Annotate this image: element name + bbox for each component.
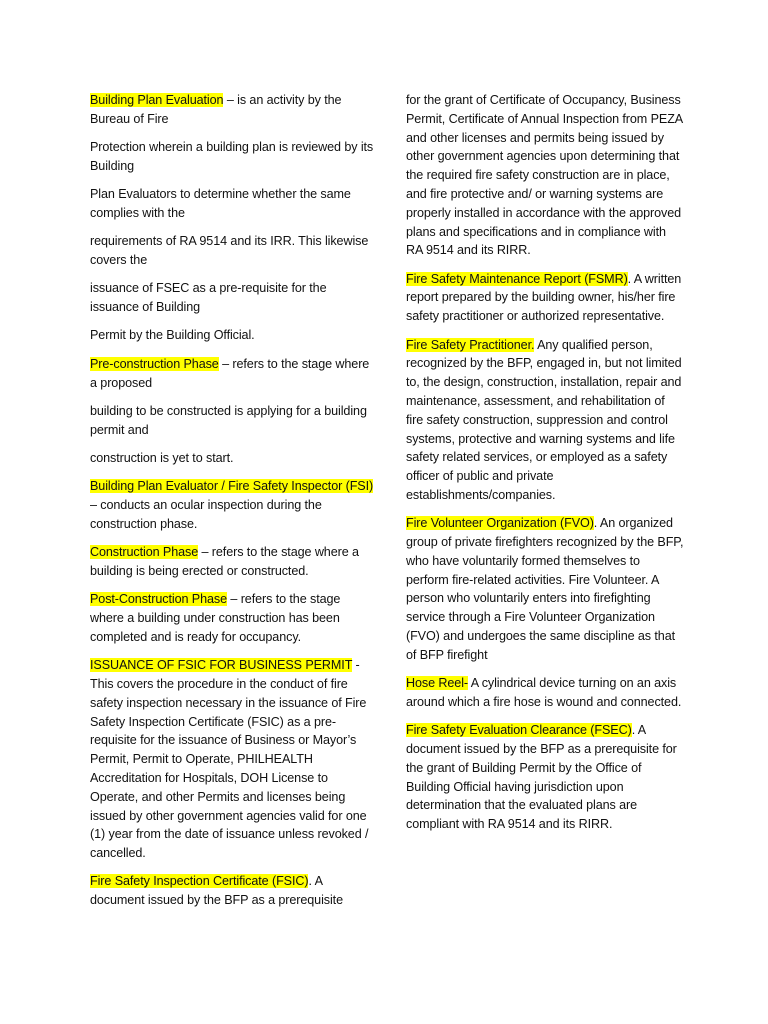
paragraph xyxy=(90,656,376,863)
paragraph xyxy=(90,477,376,533)
highlighted-term: Fire Safety Maintenance Report (FSMR) xyxy=(406,271,628,286)
highlighted-term: Building Plan Evaluation xyxy=(90,93,224,107)
paragraph-text: – refers to the stage where a building under construction has been completed and is ready for occupancy. xyxy=(90,592,341,644)
paragraph-text: Protection wherein a building plan is reviewed by its Building xyxy=(90,140,374,173)
right-column xyxy=(406,91,684,843)
paragraph-text: . A written report prepared by the building owner, his/her fire safety practitioner or authorized representative. xyxy=(406,271,682,324)
paragraph xyxy=(90,355,376,393)
paragraph-text: Permit by the Building Official. xyxy=(90,328,255,343)
paragraph-text: for the grant of Certificate of Occupancy, Business Permit, Certificate of Annual Inspection from PEZA and other licenses and permits being issued by other government agencies upon determining that the required fire safety construction are in place, and fire protective and/ or warning systems are properly installed in accordance with the approved plans and specifications and in compliance with RA 9514 and its RIRR. xyxy=(406,93,683,258)
left-column xyxy=(90,91,376,919)
paragraph-text: . An organized group of private firefighters recognized by the BFP, who have voluntarily formed themselves to perform fire-related activities. Fire Volunteer. A person who voluntarily enters into firefighting service through a Fire Volunteer Organization (FVO) and undergoes the same discipline as that of BFP firefight xyxy=(406,516,684,662)
highlighted-term: ISSUANCE OF FSIC FOR BUSINESS PERMIT xyxy=(90,658,353,673)
paragraph-text: – refers to the stage where a building is being erected or constructed. xyxy=(90,545,359,578)
paragraph xyxy=(90,91,376,129)
paragraph-text: – refers to the stage where a proposed xyxy=(90,356,370,390)
paragraph-text: building to be constructed is applying for a building permit and xyxy=(90,403,367,437)
paragraph xyxy=(90,402,376,440)
paragraph-text: . A document issued by the BFP as a prerequisite for the grant of Building Permit by the Office of Building Official having jurisdiction upon determination that the evaluated plans are compliant with RA 9514 and its RIRR. xyxy=(406,723,677,832)
paragraph-text: A cylindrical device turning on an axis around which a fire hose is wound and connected. xyxy=(406,676,682,709)
paragraph-text: . A document issued by the BFP as a prerequisite xyxy=(90,874,343,908)
paragraph-text: Any qualified person, recognized by the BFP, engaged in, but not limited to, the design, construction, installation, repair and maintenance, assessment, and rehabilitation of fire safety construction, suppression and control systems, protective and warning systems and life safety related services, or employed as a safety officer of public and private establishments/companies. xyxy=(406,337,682,502)
paragraph xyxy=(90,232,376,270)
highlighted-term: Post-Construction Phase xyxy=(90,592,228,607)
paragraph xyxy=(406,721,684,834)
highlighted-term: Fire Safety Evaluation Clearance (FSEC) xyxy=(406,723,632,738)
paragraph-text: - This covers the procedure in the conduct of fire safety inspection necessary in the issuance of Fire Safety Inspection Certificate (FSIC) as a pre-requisite for the issuance of Business or Mayor’s Permit, Permit to Operate, PHILHEALTH Accreditation for Hospitals, DOH License to Operate, and other Permits and licenses being issued by other government agencies valid for one (1) year from the date of issuance unless revoked / cancelled. xyxy=(90,658,369,861)
paragraph-text: issuance of FSEC as a pre-requisite for the issuance of Building xyxy=(90,281,327,315)
paragraph-text: – is an activity by the Bureau of Fire xyxy=(90,93,342,126)
paragraph xyxy=(406,270,684,326)
paragraph-text: – conducts an ocular inspection during the construction phase. xyxy=(90,498,322,531)
highlighted-term: Fire Volunteer Organization (FVO) xyxy=(406,516,594,531)
paragraph-text: requirements of RA 9514 and its IRR. This likewise covers the xyxy=(90,234,369,268)
highlighted-term: Pre-construction Phase xyxy=(90,356,219,371)
highlighted-term: Construction Phase xyxy=(90,545,199,560)
paragraph xyxy=(90,326,376,345)
paragraph xyxy=(90,449,376,468)
paragraph xyxy=(90,590,376,646)
paragraph xyxy=(90,279,376,317)
paragraph xyxy=(90,185,376,223)
paragraph xyxy=(406,674,684,712)
highlighted-term: Fire Safety Practitioner. xyxy=(406,337,535,352)
paragraph xyxy=(406,514,684,664)
highlighted-term: Hose Reel- xyxy=(406,676,468,691)
paragraph-text: construction is yet to start. xyxy=(90,450,234,465)
paragraph xyxy=(90,543,376,581)
highlighted-term: Building Plan Evaluator / Fire Safety Inspector (FSI) xyxy=(90,479,374,494)
highlighted-term: Fire Safety Inspection Certificate (FSIC) xyxy=(90,874,309,889)
paragraph xyxy=(90,138,376,176)
paragraph xyxy=(406,91,684,260)
paragraph xyxy=(90,872,376,910)
paragraph xyxy=(406,336,684,505)
paragraph-text: Plan Evaluators to determine whether the same complies with the xyxy=(90,187,351,220)
